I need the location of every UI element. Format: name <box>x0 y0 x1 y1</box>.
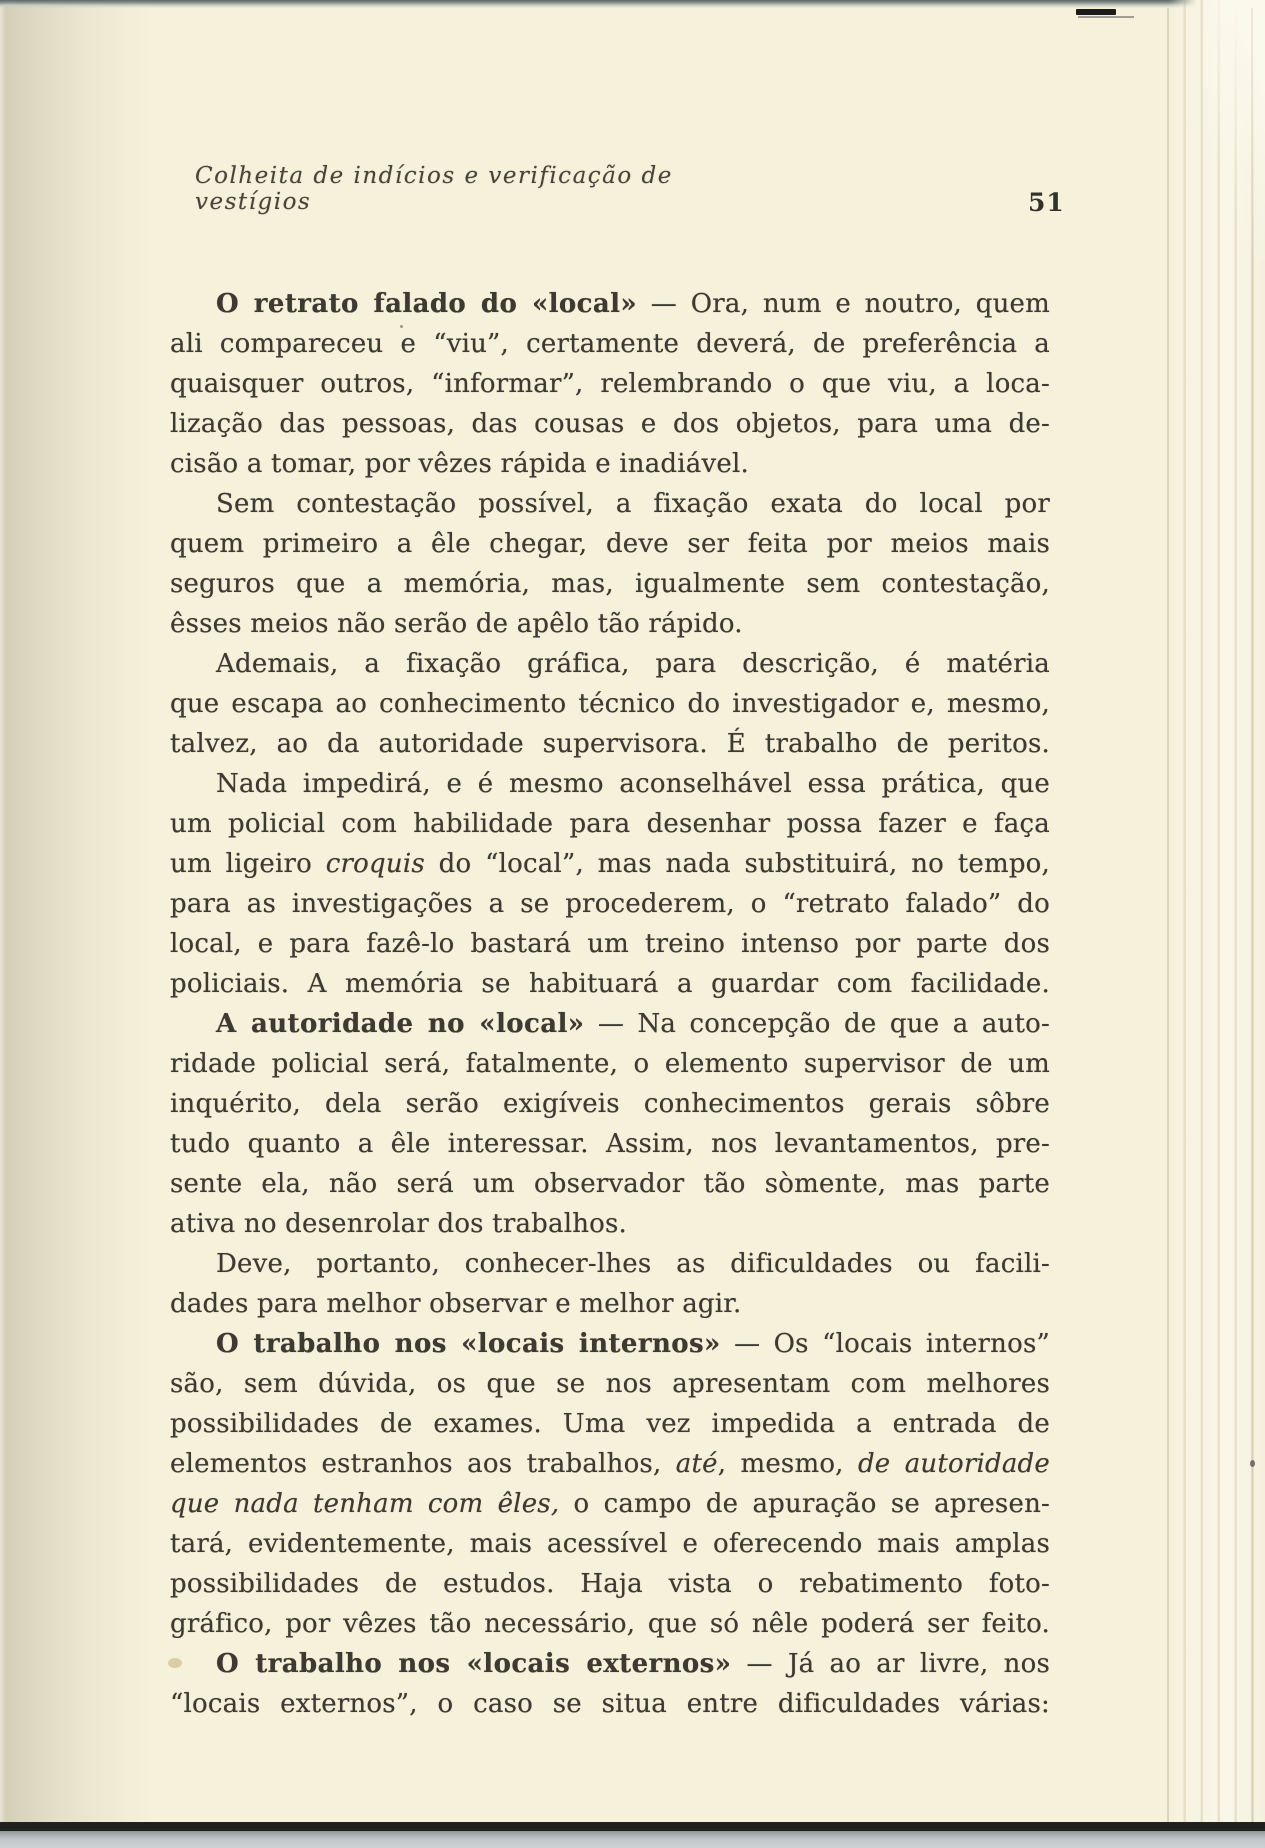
text-line <box>170 1524 1050 1564</box>
text-line <box>170 1564 1050 1604</box>
text-run: tudo quanto a êle interessar. Assim, nos levantamentos, pre- <box>170 1129 1050 1159</box>
text-line <box>170 1364 1050 1404</box>
page-edge-line <box>1167 8 1169 1824</box>
text-line <box>170 1684 1050 1724</box>
text-run: o campo de apuração se apresen- <box>559 1489 1050 1519</box>
text-run: ridade policial será, fatalmente, o elemento supervisor de um <box>170 1049 1050 1079</box>
text-line <box>170 684 1050 724</box>
text-run: possibilidades de exames. Uma vez impedida a entrada de <box>170 1409 1050 1439</box>
text-run: local, e para fazê-lo bastará um treino intenso por parte dos <box>170 929 1050 959</box>
text-line <box>170 524 1050 564</box>
text-line <box>170 444 1050 484</box>
text-run: que escapa ao conhecimento técnico do investigador e, mesmo, <box>170 689 1050 719</box>
running-head <box>195 163 755 215</box>
italic-run: croquis <box>325 849 425 879</box>
text-line <box>170 884 1050 924</box>
text-line <box>170 1284 1050 1324</box>
page-curl-corner <box>1205 0 1265 260</box>
text-block <box>170 284 1050 1724</box>
text-run: Sem contestação possível, a fixação exata do local por <box>216 489 1050 519</box>
paper-speck <box>1250 1460 1255 1467</box>
text-run: Deve, portanto, conhecer-lhes as dificuldades ou facili- <box>216 1249 1050 1279</box>
text-line <box>170 604 1050 644</box>
text-run: quem primeiro a êle chegar, deve ser feita por meios mais <box>170 529 1050 559</box>
gutter-shadow <box>0 0 150 1848</box>
text-line <box>170 284 1050 324</box>
text-line <box>170 1484 1050 1524</box>
text-run: do “local”, mas nada substituirá, no tempo, <box>424 849 1050 879</box>
text-run: um ligeiro <box>170 849 326 879</box>
running-title: Colheita de indícios e verificação de vestígios <box>195 163 673 215</box>
text-run: inquérito, dela serão exigíveis conhecimentos gerais sôbre <box>170 1089 1050 1119</box>
text-line <box>170 644 1050 684</box>
text-run: lização das pessoas, das cousas e dos objetos, para uma de- <box>170 409 1050 439</box>
text-line <box>170 1124 1050 1164</box>
text-line <box>170 1324 1050 1364</box>
text-run: elementos estranhos aos trabalhos, <box>170 1449 676 1479</box>
text-line <box>170 1164 1050 1204</box>
text-run: ali compareceu e “viu”, certamente deverá, de preferência a <box>170 329 1050 359</box>
text-run: — Os “locais internos” <box>720 1329 1050 1359</box>
text-line <box>170 404 1050 444</box>
text-line <box>170 324 1050 364</box>
text-line <box>170 564 1050 604</box>
text-line <box>170 1404 1050 1444</box>
text-line <box>170 1084 1050 1124</box>
text-run: êsses meios não serão de apêlo tão rápido. <box>170 609 743 639</box>
bold-run: O trabalho nos «locais externos» <box>216 1649 732 1679</box>
text-line <box>170 724 1050 764</box>
page-edge-line <box>1251 8 1253 1824</box>
text-line <box>170 364 1050 404</box>
text-run: são, sem dúvida, os que se nos apresentam com melhores <box>170 1369 1050 1399</box>
text-run: — Na concepção de que a auto- <box>584 1009 1050 1039</box>
text-line <box>170 1644 1050 1684</box>
scanner-bed <box>0 1831 1265 1848</box>
text-line <box>170 764 1050 804</box>
scanner-artifact-dash <box>1076 9 1116 15</box>
text-line <box>170 804 1050 844</box>
text-line <box>170 1044 1050 1084</box>
text-line <box>170 924 1050 964</box>
text-line <box>170 1004 1050 1044</box>
text-run: um policial com habilidade para desenhar possa fazer e faça <box>170 809 1050 839</box>
text-run: possibilidades de estudos. Haja vista o rebatimento foto- <box>170 1569 1050 1599</box>
scanner-artifact-line <box>1078 16 1134 18</box>
text-run: seguros que a memória, mas, igualmente sem contestação, <box>170 569 1050 599</box>
text-line <box>170 1444 1050 1484</box>
text-run: para as investigações a se procederem, o “retrato falado” do <box>170 889 1050 919</box>
text-line <box>170 964 1050 1004</box>
italic-run: que nada tenham com êles, <box>170 1489 560 1519</box>
text-line <box>170 1244 1050 1284</box>
text-run: tará, evidentemente, mais acessível e oferecendo mais amplas <box>170 1529 1050 1559</box>
bold-run: O retrato falado do «local» <box>216 289 638 319</box>
page-number: 51 <box>1028 188 1065 217</box>
text-run: , mesmo, <box>717 1449 858 1479</box>
text-line <box>170 484 1050 524</box>
scan-bottom-edge <box>0 1822 1265 1831</box>
text-run: Nada impedirá, e é mesmo aconselhável essa prática, que <box>216 769 1050 799</box>
page-curl-right <box>1169 0 1265 1848</box>
italic-run: de autoridade <box>857 1449 1050 1479</box>
text-line <box>170 1204 1050 1244</box>
text-run: — Ora, num e noutro, quem <box>637 289 1050 319</box>
text-run: cisão a tomar, por vêzes rápida e inadiável. <box>170 449 749 479</box>
text-line <box>170 1604 1050 1644</box>
text-run: ativa no desenrolar dos trabalhos. <box>170 1209 628 1239</box>
bold-run: O trabalho nos «locais internos» <box>216 1329 721 1359</box>
text-run: dades para melhor observar e melhor agir. <box>170 1289 742 1319</box>
text-run: gráfico, por vêzes tão necessário, que só nêle poderá ser feito. <box>170 1609 1050 1639</box>
bold-run: A autoridade no «local» <box>216 1009 585 1039</box>
text-run: Ademais, a fixação gráfica, para descrição, é matéria <box>216 649 1050 679</box>
text-run: talvez, ao da autoridade supervisora. É trabalho de peritos. <box>170 729 1050 759</box>
scan-top-edge <box>0 0 1265 8</box>
text-run: sente ela, não será um observador tão sòmente, mas parte <box>170 1169 1050 1199</box>
text-line <box>170 844 1050 884</box>
text-run: quaisquer outros, “informar”, relembrando o que viu, a loca- <box>170 369 1050 399</box>
italic-run: até <box>675 1449 718 1479</box>
text-run: “locais externos”, o caso se situa entre dificuldades várias: <box>170 1689 1050 1719</box>
text-run: — Já ao ar livre, nos <box>731 1649 1050 1679</box>
text-run: policiais. A memória se habituará a guardar com facilidade. <box>170 969 1050 999</box>
